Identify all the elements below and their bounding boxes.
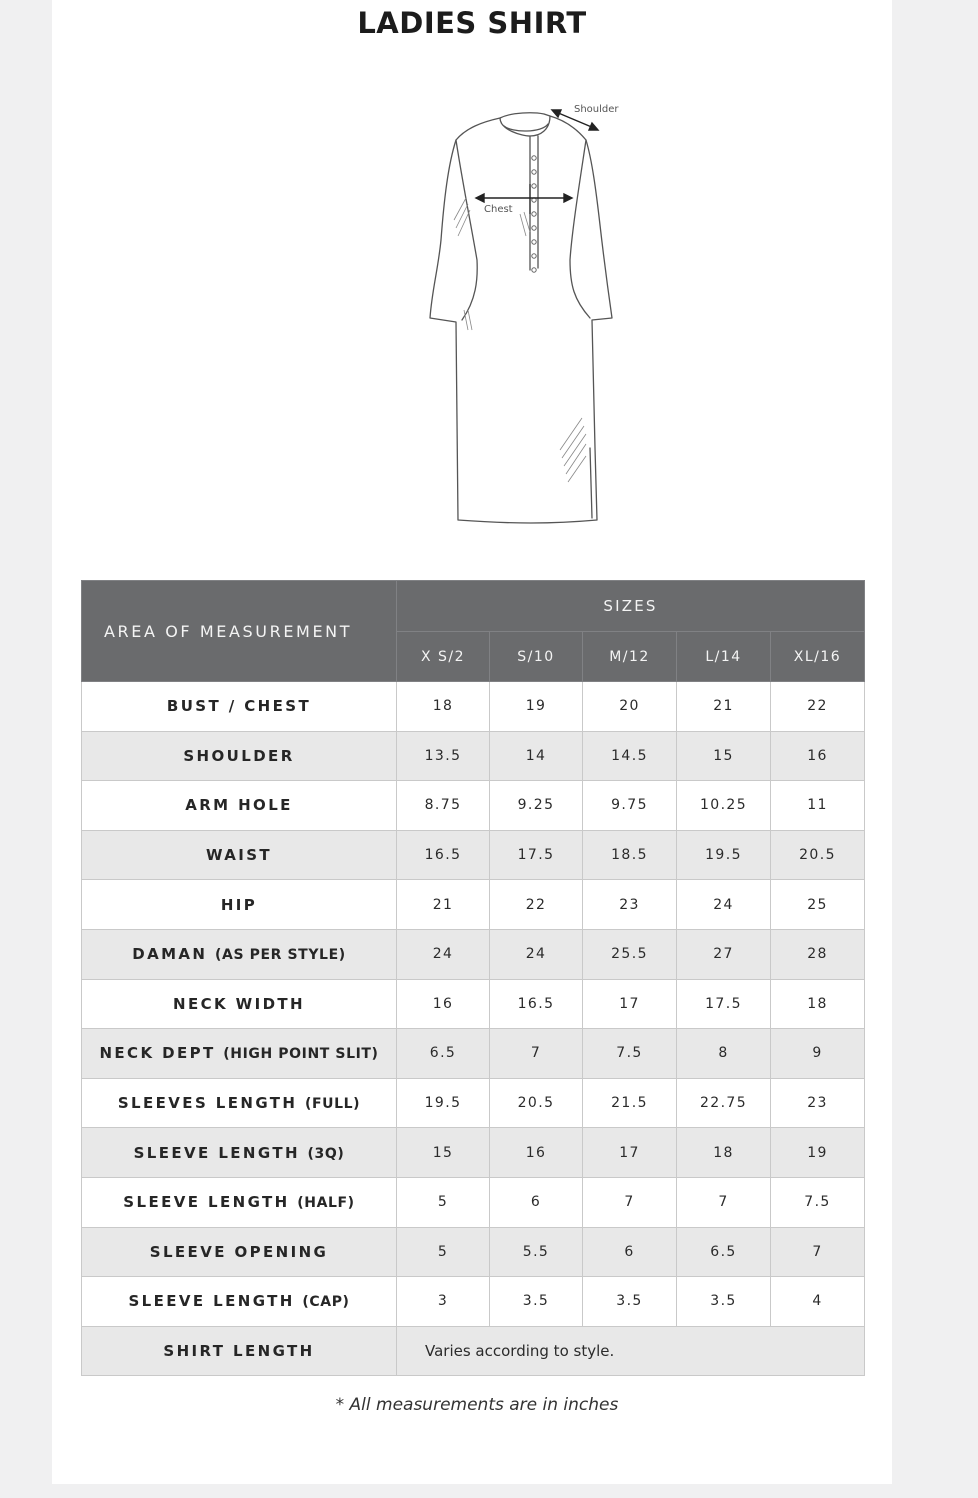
table-cell: 25 (771, 880, 865, 930)
measurement-label-main: BUST / CHEST (166, 697, 312, 716)
table-cell: 7 (583, 1177, 677, 1227)
shirt-illustration (52, 0, 892, 540)
table-cell: 5 (397, 1177, 490, 1227)
measurement-label (82, 1326, 397, 1376)
table-cell: 20.5 (490, 1078, 583, 1128)
table-cell: 17.5 (490, 830, 583, 880)
table-cell: 7.5 (771, 1177, 865, 1227)
table-cell: 21.5 (583, 1078, 677, 1128)
table-cell: 3.5 (677, 1277, 771, 1327)
table-cell: 17 (583, 1128, 677, 1178)
table-cell: 4 (771, 1277, 865, 1327)
table-cell: 8 (677, 1029, 771, 1079)
table-cell: 3 (397, 1277, 490, 1327)
measurement-label (82, 682, 397, 732)
measurement-label (82, 1277, 397, 1327)
table-cell: 16 (490, 1128, 583, 1178)
table-cell: 6.5 (677, 1227, 771, 1277)
table-cell: 18.5 (583, 830, 677, 880)
table-cell: 11 (771, 781, 865, 831)
measurement-label-main: WAIST (205, 846, 273, 865)
table-cell: 22.75 (677, 1078, 771, 1128)
table-cell: 15 (397, 1128, 490, 1178)
size-header: S/10 (490, 632, 583, 682)
table-cell: 20 (583, 682, 677, 732)
size-chart-table (81, 580, 865, 1376)
table-row (82, 1326, 865, 1376)
measurement-label (82, 830, 397, 880)
table-cell: 19 (771, 1128, 865, 1178)
table-row (82, 929, 865, 979)
measurement-label-main: SLEEVE LENGTH (128, 1292, 295, 1311)
measurement-label-main: DAMAN (132, 945, 208, 964)
table-cell: 6 (583, 1227, 677, 1277)
table-row (82, 830, 865, 880)
table-cell: 18 (771, 979, 865, 1029)
footnote: * All measurements are in inches (335, 1395, 619, 1415)
table-row (82, 1177, 865, 1227)
table-cell: 14.5 (583, 731, 677, 781)
table-cell: 21 (397, 880, 490, 930)
table-cell: 5 (397, 1227, 490, 1277)
measurement-label-main: NECK DEPT (99, 1044, 216, 1063)
table-cell: 24 (677, 880, 771, 930)
table-cell: 24 (397, 929, 490, 979)
table-cell: 3.5 (490, 1277, 583, 1327)
table-cell: 8.75 (397, 781, 490, 831)
table-cell: 19 (490, 682, 583, 732)
size-table-body (82, 682, 865, 1376)
table-cell: 6 (490, 1177, 583, 1227)
area-of-measurement-header: AREA OF MEASUREMENT (82, 581, 397, 682)
table-cell: 13.5 (397, 731, 490, 781)
table-cell: 10.25 (677, 781, 771, 831)
table-cell: 18 (677, 1128, 771, 1178)
measurement-label-main: NECK WIDTH (172, 994, 306, 1013)
size-header: M/12 (583, 632, 677, 682)
measurement-label-sub: (AS PER STYLE) (215, 947, 346, 964)
table-cell: 19.5 (397, 1078, 490, 1128)
table-cell: 24 (490, 929, 583, 979)
measurement-label (82, 731, 397, 781)
measurement-label-main: SLEEVE LENGTH (133, 1143, 300, 1162)
table-row (82, 1078, 865, 1128)
table-row (82, 781, 865, 831)
table-cell: 21 (677, 682, 771, 732)
table-row (82, 731, 865, 781)
table-cell: 7.5 (583, 1029, 677, 1079)
measurement-label-main: HIP (220, 895, 258, 914)
measurement-label (82, 979, 397, 1029)
table-cell: 9 (771, 1029, 865, 1079)
page-title: LADIES SHIRT (357, 6, 587, 40)
table-cell: 23 (771, 1078, 865, 1128)
size-header: L/14 (677, 632, 771, 682)
table-cell: 15 (677, 731, 771, 781)
measurement-label-sub: (FULL) (304, 1096, 361, 1113)
shoulder-label: Shoulder (574, 104, 619, 115)
size-header: XL/16 (771, 632, 865, 682)
table-row (82, 979, 865, 1029)
measurement-label-main: SLEEVE LENGTH (123, 1193, 290, 1212)
table-cell: 6.5 (397, 1029, 490, 1079)
table-cell: 16.5 (490, 979, 583, 1029)
collar (500, 116, 550, 136)
table-cell: 7 (677, 1177, 771, 1227)
measurement-label (82, 880, 397, 930)
shirt-outline (430, 113, 612, 523)
table-row (82, 1277, 865, 1327)
table-cell: 16 (397, 979, 490, 1029)
measurement-label-main: SLEEVE OPENING (149, 1242, 329, 1261)
size-header: X S/2 (397, 632, 490, 682)
table-cell: 3.5 (583, 1277, 677, 1327)
table-cell: 19.5 (677, 830, 771, 880)
sizes-header: SIZES (397, 581, 865, 632)
table-row (82, 1029, 865, 1079)
table-cell: 17 (583, 979, 677, 1029)
measurement-label (82, 1227, 397, 1277)
table-cell: 23 (583, 880, 677, 930)
table-cell: 9.75 (583, 781, 677, 831)
table-row (82, 880, 865, 930)
table-row (82, 1128, 865, 1178)
table-cell: 22 (771, 682, 865, 732)
measurement-label (82, 1029, 397, 1079)
table-cell: 20.5 (771, 830, 865, 880)
table-cell: 7 (771, 1227, 865, 1277)
table-row (82, 682, 865, 732)
table-cell: 25.5 (583, 929, 677, 979)
measurement-label (82, 781, 397, 831)
measurement-label (82, 1078, 397, 1128)
size-chart-sheet (52, 0, 892, 1484)
table-cell: 5.5 (490, 1227, 583, 1277)
chest-label: Chest (484, 204, 513, 215)
table-cell: 7 (490, 1029, 583, 1079)
table-cell: 16.5 (397, 830, 490, 880)
measurement-label (82, 1177, 397, 1227)
measurement-label-sub: (HALF) (297, 1195, 355, 1212)
table-cell: 27 (677, 929, 771, 979)
table-cell: 17.5 (677, 979, 771, 1029)
measurement-label-sub: (HIGH POINT SLIT) (223, 1046, 379, 1063)
table-cell: 16 (771, 731, 865, 781)
shirt-length-note: Varies according to style. (397, 1326, 865, 1376)
table-row (82, 1227, 865, 1277)
measurement-label-sub: (CAP) (302, 1294, 350, 1311)
table-cell: 28 (771, 929, 865, 979)
buttons (532, 156, 536, 272)
measurement-label-sub: (3Q) (307, 1145, 345, 1162)
table-cell: 14 (490, 731, 583, 781)
measurement-label-main: SHOULDER (183, 746, 295, 765)
measurement-label (82, 1128, 397, 1178)
measurement-label-main: SHIRT LENGTH (163, 1342, 315, 1361)
measurement-label-main: SLEEVES LENGTH (117, 1094, 298, 1113)
measurement-label-main: ARM HOLE (185, 796, 293, 815)
table-cell: 18 (397, 682, 490, 732)
measurement-label (82, 929, 397, 979)
table-cell: 9.25 (490, 781, 583, 831)
table-cell: 22 (490, 880, 583, 930)
